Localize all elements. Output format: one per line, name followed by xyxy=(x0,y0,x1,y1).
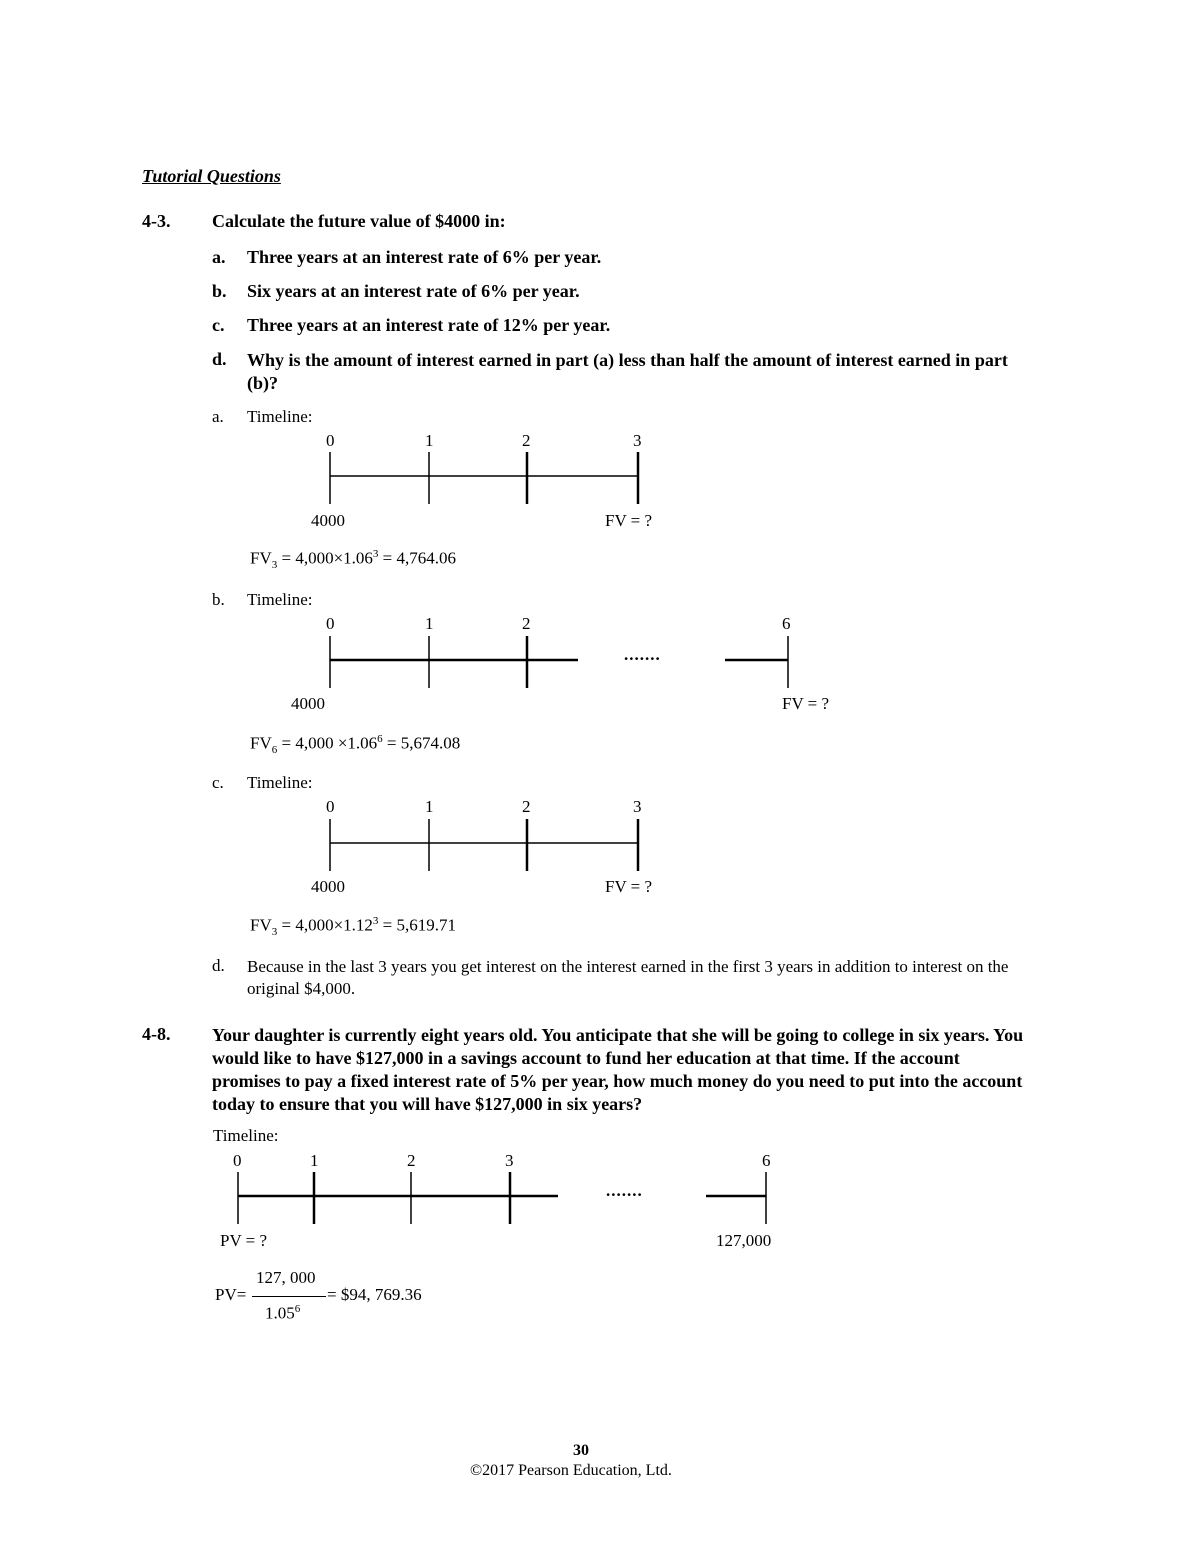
timeline-c-tick-label-0: 0 xyxy=(326,797,335,816)
formula-b-lhs: FV xyxy=(250,733,272,753)
answer-letter-d: d. xyxy=(212,956,225,975)
formula-b-sub: 6 xyxy=(271,744,278,757)
formula-a-rhs: = 4,764.06 xyxy=(378,548,457,568)
timeline-q48-tick-label-2: 2 xyxy=(407,1151,416,1170)
pv-denominator-base: 1.05 xyxy=(265,1303,295,1323)
timeline-a-tick-label-2: 2 xyxy=(522,431,531,450)
part-text-c: Three years at an interest rate of 12% per year. xyxy=(247,315,611,335)
timeline-b-tick-label-1: 1 xyxy=(425,614,434,633)
question-prompt-4-3: Calculate the future value of $4000 in: xyxy=(212,211,506,231)
timeline-q48-tick-label-1: 1 xyxy=(310,1151,319,1170)
timeline-b-tick-label-6: 6 xyxy=(782,614,791,633)
formula-b-mid: = 4,000 ×1.06 xyxy=(277,733,378,753)
formula-b-rhs: = 5,674.08 xyxy=(382,733,461,753)
formula-c-sup: 3 xyxy=(372,915,379,927)
formula-b-sup: 6 xyxy=(377,733,383,745)
formula-c-lhs: FV xyxy=(250,915,272,935)
timeline-c-right-value: FV = ? xyxy=(605,877,653,896)
formula-c-rhs: = 5,619.71 xyxy=(378,915,457,935)
timeline-q48-tick-label-0: 0 xyxy=(233,1151,242,1170)
part-text-b: Six years at an interest rate of 6% per year. xyxy=(247,281,580,301)
timeline-c-tick-label-2: 2 xyxy=(522,797,531,816)
timeline-a-left-value: 4000 xyxy=(311,511,345,530)
answer-letter-a: a. xyxy=(212,407,224,426)
formula-a-mid: = 4,000×1.06 xyxy=(277,548,373,568)
formula-b xyxy=(250,733,460,756)
formula-c-sub: 3 xyxy=(271,926,278,939)
timeline-c-tick-label-3: 3 xyxy=(633,797,642,816)
timeline-b xyxy=(320,632,800,692)
question-prompt-4-8: Your daughter is currently eight years old. You anticipate that she will be going to college in six years. You would like to have $127,000 in a savings account to fund her education at that time. If the account promises to pay a fixed interest rate of 5% per year, how much money do you need to put into the account today to ensure that you will have $127,000 in six years? xyxy=(212,1025,1024,1114)
answer-a-timeline-label: Timeline: xyxy=(247,407,313,426)
pv-formula-numerator: 127, 000 xyxy=(256,1268,316,1287)
timeline-q48-tick-label-6: 6 xyxy=(762,1151,771,1170)
formula-a-sup: 3 xyxy=(372,548,379,560)
pv-formula-lhs: PV= xyxy=(215,1285,247,1304)
formula-c xyxy=(250,915,456,938)
copyright: ©2017 Pearson Education, Ltd. xyxy=(470,1462,672,1479)
part-text-d: Why is the amount of interest earned in part (a) less than half the amount of interest earned in part (b)? xyxy=(247,350,1008,393)
section-heading: Tutorial Questions xyxy=(142,166,281,186)
timeline-c xyxy=(320,815,660,875)
formula-a xyxy=(250,548,456,571)
timeline-c-tick-label-1: 1 xyxy=(425,797,434,816)
timeline-a xyxy=(320,448,660,508)
formula-a-sub: 3 xyxy=(271,559,278,572)
timeline-q48-dots: ....... xyxy=(606,1181,643,1200)
timeline-a-right-value: FV = ? xyxy=(605,511,653,530)
answer-letter-c: c. xyxy=(212,773,224,792)
timeline-a-tick-label-3: 3 xyxy=(633,431,642,450)
timeline-a-tick-label-0: 0 xyxy=(326,431,335,450)
timeline-q48-left-value: PV = ? xyxy=(220,1231,268,1250)
answer-d-text: Because in the last 3 years you get interest on the interest earned in the first 3 years in addition to interest on the original $4,000. xyxy=(247,957,1009,998)
page-number: 30 xyxy=(573,1442,589,1459)
timeline-a-tick-label-1: 1 xyxy=(425,431,434,450)
pv-formula-denominator xyxy=(265,1303,300,1324)
formula-a-lhs: FV xyxy=(250,548,272,568)
part-letter-a: a. xyxy=(212,247,226,267)
timeline-q48 xyxy=(228,1168,788,1228)
timeline-b-dots: ....... xyxy=(624,645,661,664)
answer-b-timeline-label: Timeline: xyxy=(247,590,313,609)
part-letter-d: d. xyxy=(212,349,227,369)
part-text-a: Three years at an interest rate of 6% per year. xyxy=(247,247,602,267)
part-letter-c: c. xyxy=(212,315,225,335)
pv-formula-rhs: = $94, 769.36 xyxy=(327,1285,422,1304)
timeline-q48-right-value: 127,000 xyxy=(716,1231,772,1250)
answer-letter-b: b. xyxy=(212,590,225,609)
timeline-b-tick-label-2: 2 xyxy=(522,614,531,633)
timeline-b-left-value: 4000 xyxy=(291,694,325,713)
pv-denominator-sup: 6 xyxy=(294,1303,301,1315)
timeline-b-tick-label-0: 0 xyxy=(326,614,335,633)
part-letter-b: b. xyxy=(212,281,227,301)
question-number-4-8: 4-8. xyxy=(142,1024,171,1044)
question-number-4-3: 4-3. xyxy=(142,211,171,231)
formula-c-mid: = 4,000×1.12 xyxy=(277,915,373,935)
answer-c-timeline-label: Timeline: xyxy=(247,773,313,792)
timeline-c-left-value: 4000 xyxy=(311,877,345,896)
timeline-b-right-value: FV = ? xyxy=(782,694,830,713)
pv-fraction-bar xyxy=(252,1296,326,1297)
timeline-q48-tick-label-3: 3 xyxy=(505,1151,514,1170)
q48-timeline-label: Timeline: xyxy=(213,1126,279,1145)
